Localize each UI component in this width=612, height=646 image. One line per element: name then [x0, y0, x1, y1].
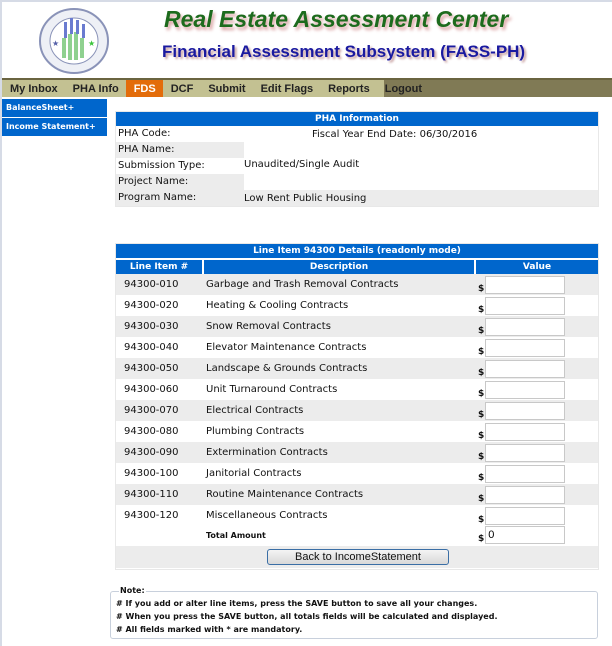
dollar-sign: $ — [478, 534, 485, 544]
line-item-number: 94300-060 — [124, 384, 179, 395]
nav-submit[interactable]: Submit — [208, 83, 246, 95]
line-item-number: 94300-090 — [124, 447, 179, 458]
line-item-description: Snow Removal Contracts — [206, 321, 331, 332]
svg-text:★: ★ — [52, 39, 60, 48]
dollar-sign: $ — [478, 283, 485, 294]
table-row — [116, 358, 598, 379]
line-item-description: Extermination Contracts — [206, 447, 328, 458]
line-item-value-field[interactable] — [485, 507, 565, 525]
pha-information-panel — [115, 111, 599, 207]
col-description: Description — [204, 260, 474, 274]
note-line: # All fields marked with * are mandatory. — [116, 625, 303, 634]
line-item-value-field[interactable] — [485, 486, 565, 504]
fiscal-year-end: Fiscal Year End Date: 06/30/2016 — [312, 128, 478, 140]
svg-text:★: ★ — [88, 39, 96, 48]
dollar-sign: $ — [478, 367, 485, 378]
nav-logout[interactable]: Logout — [384, 83, 422, 95]
line-item-description: Garbage and Trash Removal Contracts — [206, 279, 399, 290]
hud-seal-logo — [38, 8, 110, 74]
nav-fds[interactable]: FDS — [126, 80, 163, 97]
line-item-description: Elevator Maintenance Contracts — [206, 342, 367, 353]
line-item-number: 94300-050 — [124, 363, 179, 374]
back-to-income-statement-button[interactable]: Back to IncomeStatement — [267, 549, 449, 565]
line-item-number: 94300-100 — [124, 468, 179, 479]
dollar-sign: $ — [478, 346, 485, 357]
nav-edit-flags[interactable]: Edit Flags — [260, 83, 314, 95]
note-label: Note: — [120, 586, 145, 595]
total-amount-label: Total Amount — [206, 530, 266, 540]
dollar-sign: $ — [478, 388, 485, 399]
nav-reports[interactable]: Reports — [328, 83, 370, 95]
line-item-description: Janitorial Contracts — [206, 468, 302, 479]
line-item-value-field[interactable] — [485, 402, 565, 420]
line-item-description: Unit Turnaround Contracts — [206, 384, 338, 395]
table-row — [116, 400, 598, 421]
table-row — [116, 337, 598, 358]
app-subtitle: Financial Assessment Subsystem (FASS-PH) — [162, 42, 526, 61]
table-row — [116, 295, 598, 316]
line-item-value-field[interactable] — [485, 423, 565, 441]
dollar-sign: $ — [478, 451, 485, 462]
line-item-value-field[interactable] — [485, 381, 565, 399]
line-item-description: Landscape & Grounds Contracts — [206, 363, 368, 374]
total-amount-field[interactable] — [485, 526, 565, 544]
line-item-description: Miscellaneous Contracts — [206, 510, 328, 521]
project-name-label: Project Name: — [116, 174, 244, 190]
nav-dcf[interactable]: DCF — [170, 83, 194, 95]
line-item-description: Electrical Contracts — [206, 405, 304, 416]
dollar-sign: $ — [478, 430, 485, 441]
line-item-value-field[interactable] — [485, 297, 565, 315]
line-item-number: 94300-020 — [124, 300, 179, 311]
pha-name-label: PHA Name: — [116, 142, 244, 158]
submission-type-value: Unaudited/Single Audit — [244, 158, 360, 170]
dollar-sign: $ — [478, 325, 485, 336]
program-name-label: Program Name: — [118, 192, 197, 203]
dollar-sign: $ — [478, 409, 485, 420]
main-nav — [2, 78, 612, 97]
line-item-details-panel — [115, 243, 599, 570]
line-item-number: 94300-010 — [124, 279, 179, 290]
line-item-value-field[interactable] — [485, 360, 565, 378]
line-item-value-field[interactable] — [485, 444, 565, 462]
col-value: Value — [476, 260, 598, 274]
dollar-sign: $ — [478, 472, 485, 483]
table-row — [116, 442, 598, 463]
note-box — [110, 586, 598, 639]
table-row — [116, 421, 598, 442]
line-item-value-field[interactable] — [485, 318, 565, 336]
line-item-number: 94300-040 — [124, 342, 179, 353]
app-title: Real Estate Assessment Center — [164, 6, 509, 32]
note-line: # If you add or alter line items, press the SAVE button to save all your changes. — [116, 599, 478, 608]
line-item-description: Heating & Cooling Contracts — [206, 300, 349, 311]
line-item-number: 94300-030 — [124, 321, 179, 332]
nav-my-inbox[interactable]: My Inbox — [10, 83, 58, 95]
line-item-number: 94300-120 — [124, 510, 179, 521]
table-row — [116, 463, 598, 484]
table-row — [116, 505, 598, 526]
pha-info-header: PHA Information — [116, 112, 598, 126]
dollar-sign: $ — [478, 493, 485, 504]
details-header: Line Item 94300 Details (readonly mode) — [116, 244, 598, 258]
col-line-item: Line Item # — [116, 260, 202, 274]
line-item-number: 94300-070 — [124, 405, 179, 416]
line-item-description: Routine Maintenance Contracts — [206, 489, 364, 500]
note-line: # When you press the SAVE button, all totals fields will be calculated and displayed. — [116, 612, 498, 621]
program-name-value: Low Rent Public Housing — [244, 192, 367, 204]
sidebar-item-balancesheet[interactable]: BalanceSheet+ — [2, 99, 107, 117]
dollar-sign: $ — [478, 304, 485, 315]
table-row — [116, 274, 598, 295]
nav-pha-info[interactable]: PHA Info — [72, 83, 119, 95]
line-item-value-field[interactable] — [485, 339, 565, 357]
table-row — [116, 316, 598, 337]
submission-type-label: Submission Type: — [118, 160, 205, 171]
line-item-number: 94300-080 — [124, 426, 179, 437]
line-item-description: Plumbing Contracts — [206, 426, 305, 437]
table-row — [116, 484, 598, 505]
sidebar-item-income-statement[interactable]: Income Statement+ — [2, 118, 107, 136]
pha-code-label: PHA Code: — [118, 128, 171, 139]
line-item-value-field[interactable] — [485, 465, 565, 483]
line-item-value-field[interactable] — [485, 276, 565, 294]
dollar-sign: $ — [478, 514, 485, 525]
table-row — [116, 379, 598, 400]
line-item-number: 94300-110 — [124, 489, 179, 500]
